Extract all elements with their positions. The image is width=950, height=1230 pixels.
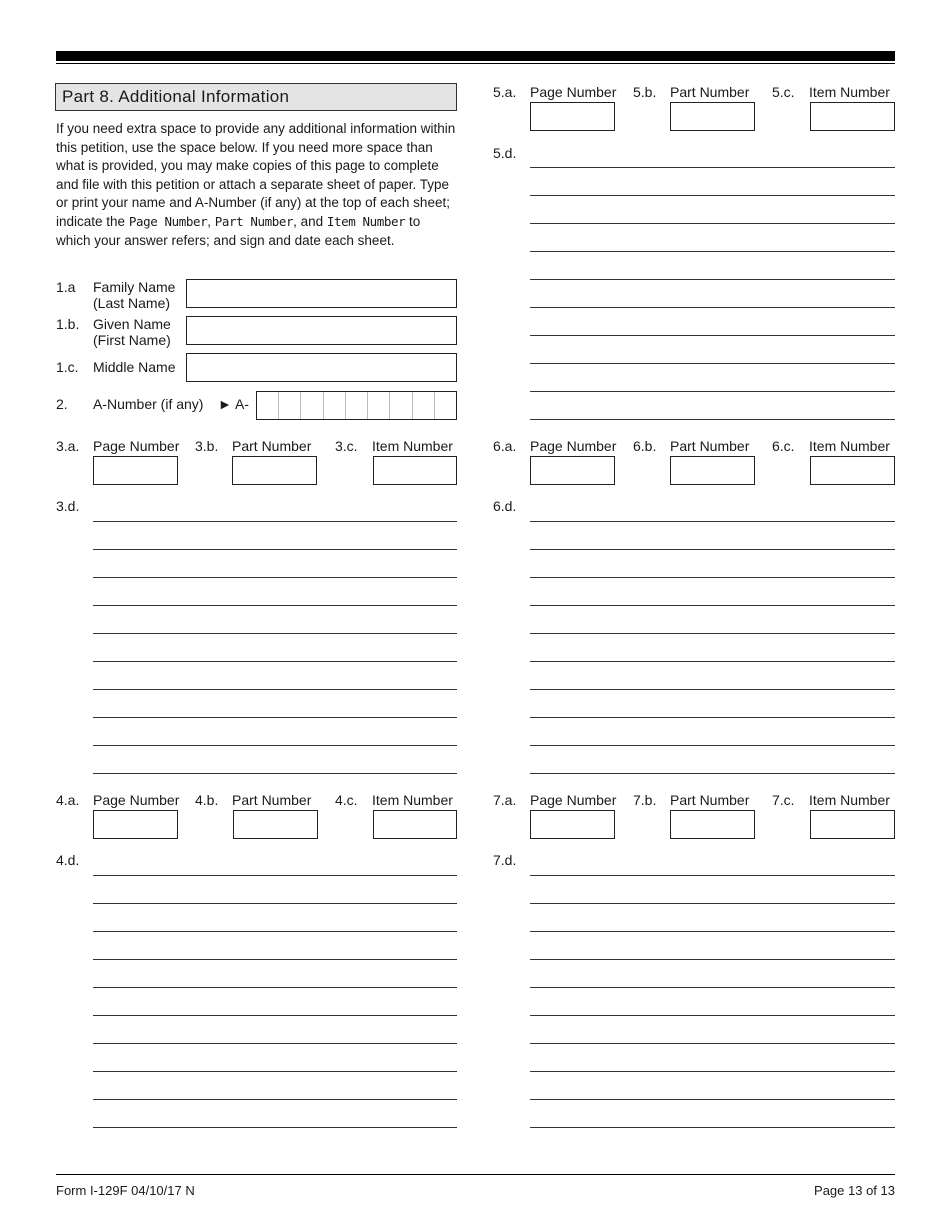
- field-1b-number: 1.b.: [56, 316, 80, 332]
- answer-line[interactable]: [530, 335, 895, 336]
- section-5d-number: 5.d.: [493, 145, 517, 161]
- a-number-field[interactable]: [256, 391, 457, 420]
- answer-line[interactable]: [530, 1127, 895, 1128]
- section-4d-number: 4.d.: [56, 852, 80, 868]
- section-3-item-number-label: Item Number: [372, 438, 453, 454]
- answer-line[interactable]: [93, 549, 457, 550]
- a-number-cell[interactable]: [435, 392, 456, 419]
- answer-line[interactable]: [93, 1127, 457, 1128]
- section-7d-number: 7.d.: [493, 852, 517, 868]
- answer-line[interactable]: [93, 521, 457, 522]
- answer-line[interactable]: [530, 307, 895, 308]
- section-6-item-number-field[interactable]: [810, 456, 895, 485]
- section-4-item-number-label: Item Number: [372, 792, 453, 808]
- section-3-part-number-label: Part Number: [232, 438, 312, 454]
- answer-line[interactable]: [93, 931, 457, 932]
- field-1c-number: 1.c.: [56, 359, 79, 375]
- middle-name-field[interactable]: [186, 353, 457, 382]
- answer-line[interactable]: [93, 717, 457, 718]
- section-4a-number: 4.a.: [56, 792, 80, 808]
- a-number-cell[interactable]: [301, 392, 323, 419]
- section-4b-number: 4.b.: [195, 792, 219, 808]
- answer-line[interactable]: [530, 773, 895, 774]
- instructions-sep-1: ,: [207, 213, 215, 229]
- field-2-number: 2.: [56, 396, 68, 412]
- answer-line[interactable]: [530, 633, 895, 634]
- section-7-item-number-label: Item Number: [809, 792, 890, 808]
- family-name-label-line2: (Last Name): [93, 295, 171, 311]
- section-6-part-number-field[interactable]: [670, 456, 755, 485]
- section-7-page-number-label: Page Number: [530, 792, 617, 808]
- section-6b-number: 6.b.: [633, 438, 657, 454]
- section-5-part-number-label: Part Number: [670, 84, 750, 100]
- section-5b-number: 5.b.: [633, 84, 657, 100]
- a-number-prefix: ► A-: [218, 396, 249, 412]
- section-6d-number: 6.d.: [493, 498, 517, 514]
- answer-line[interactable]: [93, 689, 457, 690]
- answer-line[interactable]: [93, 1071, 457, 1072]
- answer-line[interactable]: [93, 959, 457, 960]
- section-7-part-number-field[interactable]: [670, 810, 755, 839]
- section-6-part-number-label: Part Number: [670, 438, 750, 454]
- section-5-page-number-label: Page Number: [530, 84, 617, 100]
- section-5a-number: 5.a.: [493, 84, 517, 100]
- answer-line[interactable]: [93, 605, 457, 606]
- instructions-part-number-term: Part Number: [214, 213, 294, 229]
- answer-line[interactable]: [93, 903, 457, 904]
- answer-line[interactable]: [530, 661, 895, 662]
- section-6-item-number-label: Item Number: [809, 438, 890, 454]
- answer-line[interactable]: [530, 1071, 895, 1072]
- field-1a-number: 1.a: [56, 279, 76, 295]
- section-4-page-number-label: Page Number: [93, 792, 180, 808]
- answer-line[interactable]: [530, 223, 895, 224]
- answer-line[interactable]: [530, 419, 895, 420]
- a-number-cell[interactable]: [324, 392, 346, 419]
- section-4-part-number-field[interactable]: [233, 810, 318, 839]
- section-6c-number: 6.c.: [772, 438, 795, 454]
- answer-line[interactable]: [93, 577, 457, 578]
- section-7-page-number-field[interactable]: [530, 810, 615, 839]
- answer-line[interactable]: [530, 251, 895, 252]
- section-5-item-number-field[interactable]: [810, 102, 895, 131]
- given-name-label-line1: Given Name: [93, 316, 171, 332]
- a-number-cell[interactable]: [279, 392, 301, 419]
- section-3-part-number-field[interactable]: [232, 456, 317, 485]
- top-rule-thin: [56, 63, 895, 64]
- section-6a-number: 6.a.: [493, 438, 517, 454]
- instructions-sep-2: , and: [293, 213, 327, 229]
- section-5c-number: 5.c.: [772, 84, 795, 100]
- family-name-label: [93, 279, 175, 311]
- answer-line[interactable]: [530, 689, 895, 690]
- answer-line[interactable]: [530, 577, 895, 578]
- footer-rule: [56, 1174, 895, 1175]
- section-7-item-number-field[interactable]: [810, 810, 895, 839]
- given-name-label: [93, 316, 171, 348]
- answer-line[interactable]: [530, 195, 895, 196]
- section-6-page-number-label: Page Number: [530, 438, 617, 454]
- part-title: Part 8. Additional Information: [55, 83, 457, 111]
- answer-line[interactable]: [530, 363, 895, 364]
- answer-line[interactable]: [93, 1015, 457, 1016]
- section-7c-number: 7.c.: [772, 792, 795, 808]
- form-identifier: Form I-129F 04/10/17 N: [56, 1183, 195, 1198]
- section-4-item-number-field[interactable]: [373, 810, 457, 839]
- section-3c-number: 3.c.: [335, 438, 358, 454]
- a-number-cell[interactable]: [390, 392, 412, 419]
- section-4-part-number-label: Part Number: [232, 792, 312, 808]
- given-name-field[interactable]: [186, 316, 457, 345]
- middle-name-label: Middle Name: [93, 359, 176, 375]
- answer-line[interactable]: [530, 931, 895, 932]
- page-number: Page 13 of 13: [814, 1183, 895, 1198]
- answer-line[interactable]: [93, 987, 457, 988]
- answer-line[interactable]: [530, 167, 895, 168]
- section-3-item-number-field[interactable]: [373, 456, 457, 485]
- answer-line[interactable]: [530, 987, 895, 988]
- given-name-label-line2: (First Name): [93, 332, 171, 348]
- answer-line[interactable]: [530, 1099, 895, 1100]
- answer-line[interactable]: [93, 875, 457, 876]
- section-4-page-number-field[interactable]: [93, 810, 178, 839]
- section-5-page-number-field[interactable]: [530, 102, 615, 131]
- answer-line[interactable]: [93, 1099, 457, 1100]
- answer-line[interactable]: [530, 279, 895, 280]
- section-5-part-number-field[interactable]: [670, 102, 755, 131]
- answer-line[interactable]: [530, 717, 895, 718]
- section-5-item-number-label: Item Number: [809, 84, 890, 100]
- section-3-page-number-label: Page Number: [93, 438, 180, 454]
- a-number-cell[interactable]: [346, 392, 368, 419]
- answer-line[interactable]: [93, 745, 457, 746]
- section-3d-number: 3.d.: [56, 498, 80, 514]
- answer-line[interactable]: [530, 521, 895, 522]
- answer-line[interactable]: [530, 605, 895, 606]
- answer-line[interactable]: [93, 633, 457, 634]
- a-number-cell[interactable]: [257, 392, 279, 419]
- answer-line[interactable]: [93, 661, 457, 662]
- family-name-label-line1: Family Name: [93, 279, 176, 295]
- answer-line[interactable]: [530, 875, 895, 876]
- section-7a-number: 7.a.: [493, 792, 517, 808]
- section-3a-number: 3.a.: [56, 438, 80, 454]
- instructions-text-2: to which your answer refers; and sign and date each sheet.: [56, 213, 421, 248]
- section-3-page-number-field[interactable]: [93, 456, 178, 485]
- answer-line[interactable]: [530, 745, 895, 746]
- top-rule-thick: [56, 51, 895, 61]
- instructions-page-number-term: Page Number: [128, 213, 208, 229]
- answer-line[interactable]: [530, 959, 895, 960]
- answer-line[interactable]: [93, 1043, 457, 1044]
- section-4c-number: 4.c.: [335, 792, 358, 808]
- answer-line[interactable]: [93, 773, 457, 774]
- instructions-paragraph: [56, 120, 458, 250]
- a-number-cell[interactable]: [413, 392, 435, 419]
- answer-line[interactable]: [530, 903, 895, 904]
- answer-line[interactable]: [530, 549, 895, 550]
- instructions-item-number-term: Item Number: [326, 213, 406, 229]
- family-name-field[interactable]: [186, 279, 457, 308]
- a-number-label: A-Number (if any): [93, 396, 204, 412]
- a-number-cell[interactable]: [368, 392, 390, 419]
- answer-line[interactable]: [530, 1015, 895, 1016]
- instructions-text-1: If you need extra space to provide any additional information within this petition, use the space below. If you need more space than what is provided, you may make copies of this page to complete and file with this petition or attach a separate sheet of paper. Type or print your name and A-Number (if any) at the top of each sheet; indicate the: [56, 121, 456, 229]
- section-7b-number: 7.b.: [633, 792, 657, 808]
- section-7-part-number-label: Part Number: [670, 792, 750, 808]
- answer-line[interactable]: [530, 1043, 895, 1044]
- answer-line[interactable]: [530, 391, 895, 392]
- section-6-page-number-field[interactable]: [530, 456, 615, 485]
- section-3b-number: 3.b.: [195, 438, 219, 454]
